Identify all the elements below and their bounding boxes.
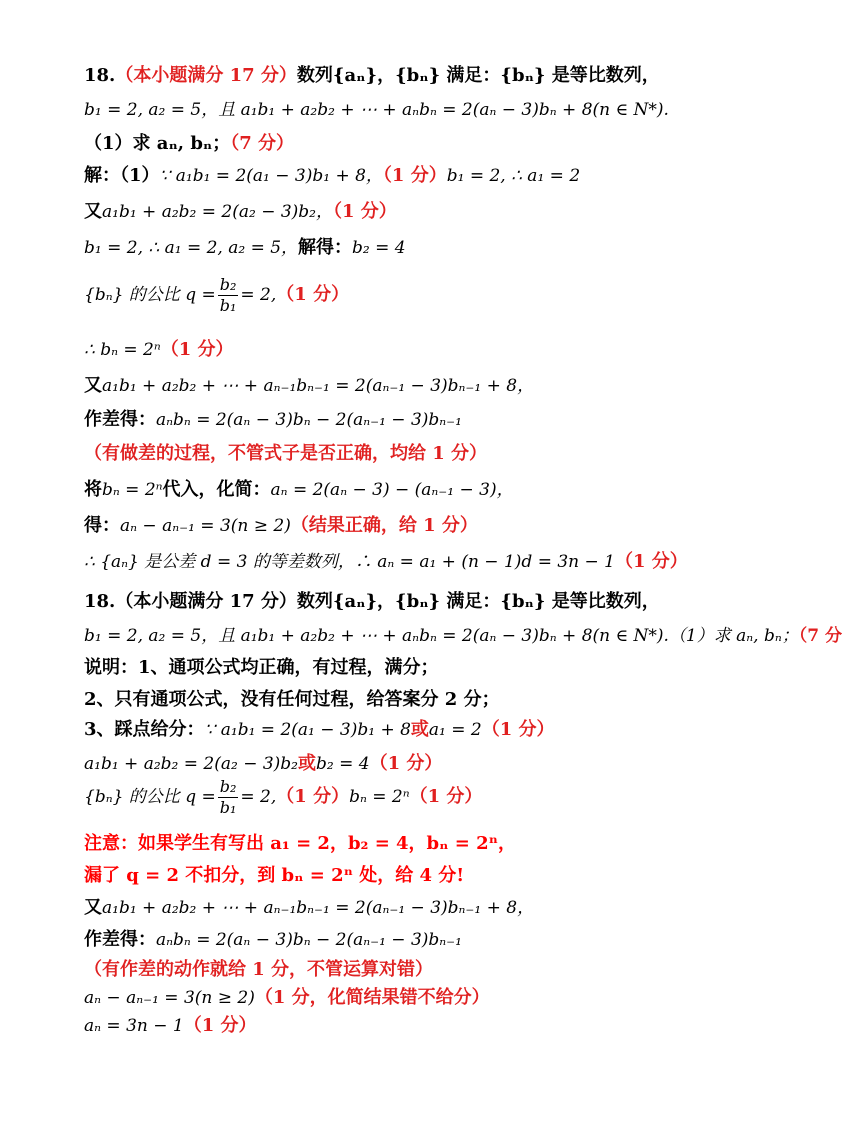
part1-prompt: （1）求 aₙ, bₙ；（7 分） bbox=[84, 133, 295, 154]
explanation-9: aₙ − aₙ₋₁ = 3(n ≥ 2)（1 分，化简结果错不给分） bbox=[84, 987, 490, 1008]
solution-line-1: 解：（1）∵ a₁b₁ = 2(a₁ − 3)b₁ + 8，（1 分）b₁ = 2, ∴ a₁ = 2 bbox=[84, 165, 581, 186]
explanation-6: 又a₁b₁ + a₂b₂ + ⋯ + aₙ₋₁bₙ₋₁ = 2(aₙ₋₁ − 3)bₙ₋₁ + 8， bbox=[84, 897, 535, 918]
solution-line-7: 作差得：aₙbₙ = 2(aₙ − 3)bₙ − 2(aₙ₋₁ − 3)bₙ₋₁ bbox=[84, 409, 462, 430]
explanation-5: {bₙ} 的公比 q = $\frac{\text{b₂}}{\text{b₁}}$ = 2,（1 分）bₙ = 2ⁿ（1 分） bbox=[84, 776, 483, 817]
grading-note-2: （有作差的动作就给 1 分，不管运算对错） bbox=[84, 959, 434, 980]
solution-line-11: ∴ {aₙ} 是公差 d = 3 的等差数列，∴ aₙ = a₁ + (n − 1)d = 3n − 1（1 分） bbox=[84, 551, 688, 572]
solution-line-5: ∴ bₙ = 2ⁿ（1 分） bbox=[84, 339, 234, 360]
explanation-1: 说明：1、通项公式均正确，有过程，满分； bbox=[84, 657, 439, 678]
solution-line-2: 又a₁b₁ + a₂b₂ = 2(a₂ − 3)b₂，（1 分） bbox=[84, 201, 397, 222]
explanation-4: a₁b₁ + a₂b₂ = 2(a₂ − 3)b₂或b₂ = 4（1 分） bbox=[84, 753, 443, 774]
solution-line-10: 得：aₙ − aₙ₋₁ = 3(n ≥ 2)（结果正确，给 1 分） bbox=[84, 515, 478, 536]
solution-line-3: b₁ = 2, ∴ a₁ = 2, a₂ = 5，解得：b₂ = 4 bbox=[84, 237, 406, 258]
attention-note-1: 注意：如果学生有写出 a₁ = 2，b₂ = 4，bₙ = 2ⁿ， bbox=[84, 833, 516, 854]
question-header-1: 18.（本小题满分 17 分）数列{aₙ}，{bₙ} 满足：{bₙ} 是等比数列， bbox=[84, 65, 660, 86]
grading-note-1: （有做差的过程，不管式子是否正确，均给 1 分） bbox=[84, 443, 488, 464]
solution-line-6: 又a₁b₁ + a₂b₂ + ⋯ + aₙ₋₁bₙ₋₁ = 2(aₙ₋₁ − 3)bₙ₋₁ + 8， bbox=[84, 375, 535, 396]
attention-note-2: 漏了 q = 2 不扣分，到 bₙ = 2ⁿ 处，给 4 分! bbox=[84, 865, 465, 886]
explanation-2: 2、只有通项公式，没有任何过程，给答案分 2 分； bbox=[84, 689, 500, 710]
solution-line-4: {bₙ} 的公比 q = $\frac{\text{b₂}}{\text{b₁}}$ = 2,（1 分） bbox=[84, 274, 350, 315]
solution-line-9: 将bₙ = 2ⁿ代入，化简：aₙ = 2(aₙ − 3) − (aₙ₋₁ − 3)， bbox=[84, 479, 514, 500]
question-header-2: 18.（本小题满分 17 分）数列{aₙ}，{bₙ} 满足：{bₙ} 是等比数列， bbox=[84, 591, 660, 612]
question-condition-1: b₁ = 2, a₂ = 5，且 a₁b₁ + a₂b₂ + ⋯ + aₙbₙ = 2(aₙ − 3)bₙ + 8(n ∈ N*). bbox=[84, 100, 669, 120]
explanation-3: 3、踩点给分：∵ a₁b₁ = 2(a₁ − 3)b₁ + 8或a₁ = 2（1 分） bbox=[84, 719, 555, 740]
ratio-fraction: $\frac{\text{b₂}}{\text{b₁}}$ bbox=[219, 274, 237, 315]
question-condition-2: b₁ = 2, a₂ = 5，且 a₁b₁ + a₂b₂ + ⋯ + aₙbₙ = 2(aₙ − 3)bₙ + 8(n ∈ N*).（1）求 aₙ, bₙ；（7 分 bbox=[84, 626, 842, 646]
explanation-7: 作差得：aₙbₙ = 2(aₙ − 3)bₙ − 2(aₙ₋₁ − 3)bₙ₋₁ bbox=[84, 929, 462, 950]
ratio-fraction-2: $\frac{\text{b₂}}{\text{b₁}}$ bbox=[219, 776, 237, 817]
explanation-10: aₙ = 3n − 1（1 分） bbox=[84, 1015, 257, 1036]
